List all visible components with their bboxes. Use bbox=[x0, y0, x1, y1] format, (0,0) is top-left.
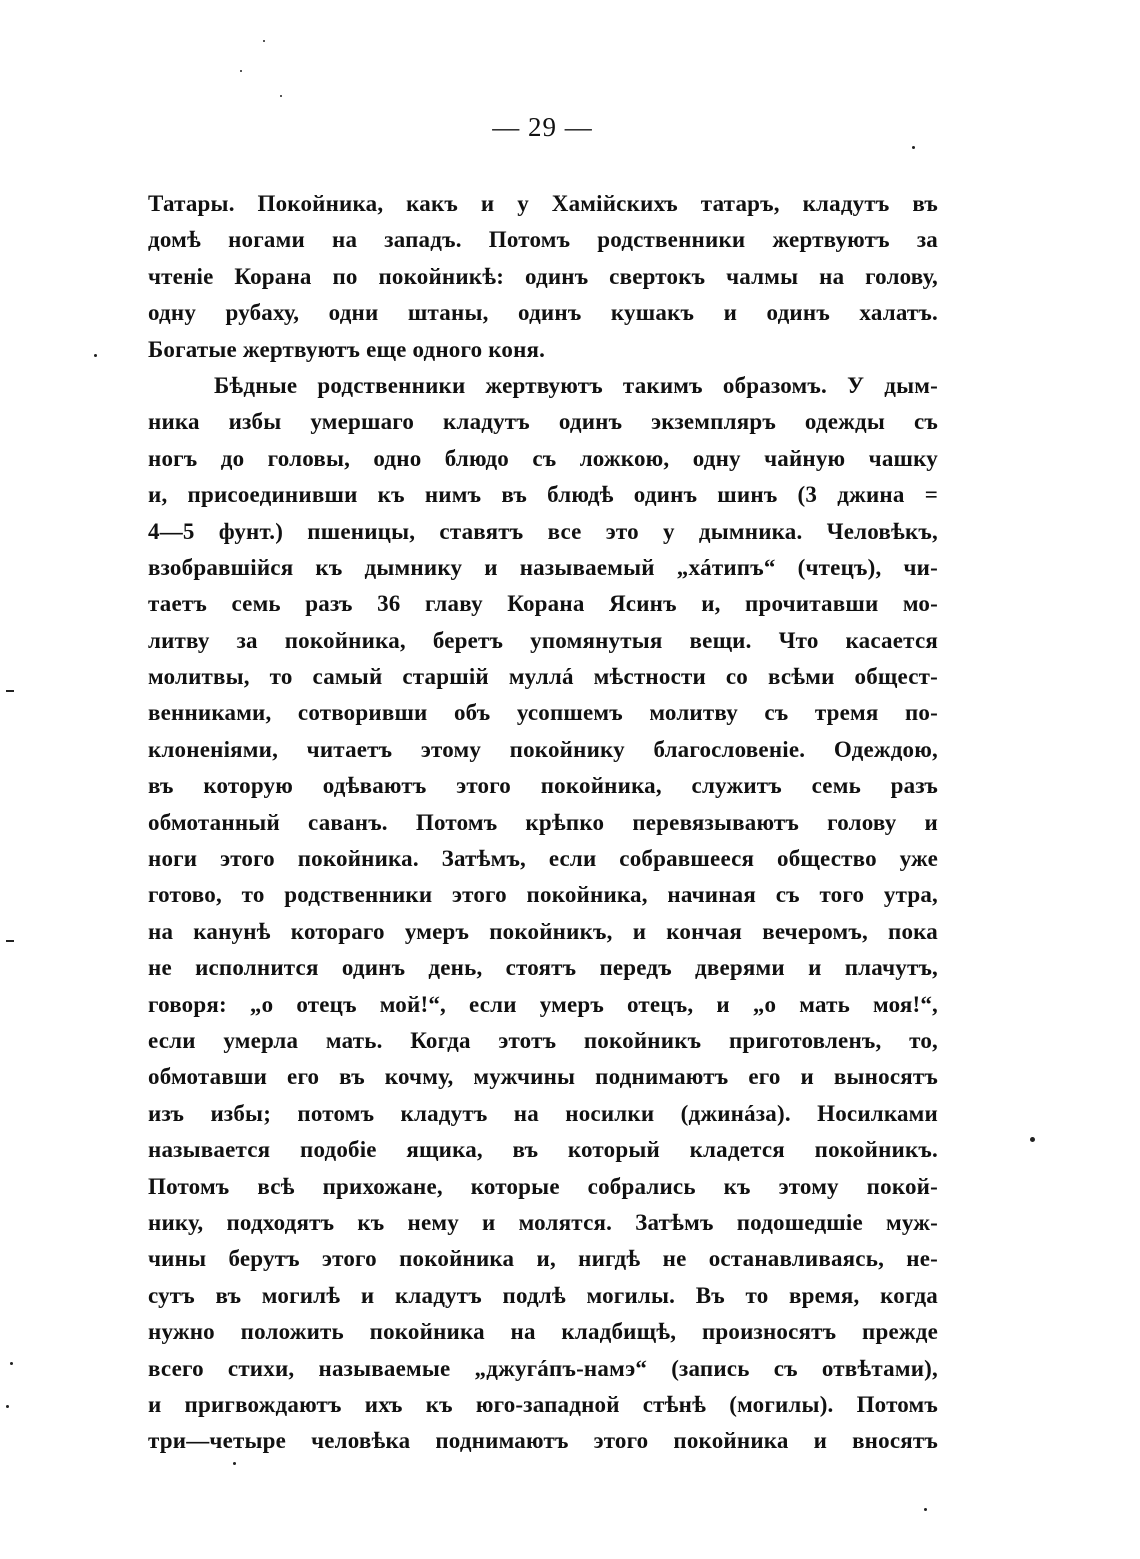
text-line: чины берутъ этого покойника и, нигдѣ не останавливаясь, не- bbox=[148, 1246, 938, 1272]
scan-speck bbox=[240, 70, 242, 72]
text-line: не исполнится одинъ день, стоятъ передъ дверями и плачутъ, bbox=[148, 955, 938, 981]
text-line: клоненіями, читаетъ этому покойнику благословеніе. Одеждою, bbox=[148, 736, 938, 762]
text-line: одну рубаху, одни штаны, одинъ кушакъ и одинъ халатъ. bbox=[148, 300, 938, 326]
scan-speck bbox=[6, 690, 14, 692]
scan-speck bbox=[233, 1462, 236, 1465]
text-line: изъ избы; потомъ кладутъ на носилки (джинáза). Носилками bbox=[148, 1100, 938, 1126]
scan-speck bbox=[280, 95, 282, 97]
text-line: молитвы, то самый старшій муллá мѣстности со всѣми общест- bbox=[148, 664, 938, 690]
scan-speck bbox=[912, 146, 915, 149]
text-line: домѣ ногами на западъ. Потомъ родственники жертвуютъ за bbox=[148, 227, 938, 253]
scan-speck bbox=[1030, 1137, 1035, 1142]
text-line: нужно положить покойника на кладбищѣ, произносятъ прежде bbox=[148, 1319, 938, 1345]
text-line: если умерла мать. Когда этотъ покойникъ приготовленъ, то, bbox=[148, 1027, 938, 1053]
text-line: обмотанный саванъ. Потомъ крѣпко перевязываютъ голову и bbox=[148, 809, 938, 835]
text-line: три—четыре человѣка поднимаютъ этого покойника и вносятъ bbox=[148, 1428, 938, 1454]
text-line: обмотавши его въ кочму, мужчины поднимаютъ его и выносятъ bbox=[148, 1064, 938, 1090]
text-line: готово, то родственники этого покойника, начиная съ того утра, bbox=[148, 882, 938, 908]
text-line: Потомъ всѣ прихожане, которые собрались къ этому покой- bbox=[148, 1173, 938, 1199]
text-line: называется подобіе ящика, въ который кладется покойникъ. bbox=[148, 1137, 938, 1163]
text-line: венниками, сотворивши объ усопшемъ молитву съ тремя по- bbox=[148, 700, 938, 726]
text-line: и, присоединивши къ нимъ въ блюдѣ одинъ шинъ (3 джина = bbox=[148, 482, 938, 508]
scan-speck bbox=[6, 940, 14, 942]
text-line: въ которую одѣваютъ этого покойника, служитъ семь разъ bbox=[148, 773, 938, 799]
text-line: таетъ семь разъ 36 главу Корана Ясинъ и, прочитавши мо- bbox=[148, 591, 938, 617]
page-number: — 29 — bbox=[492, 112, 593, 142]
text-line: Бѣдные родственники жертвуютъ такимъ образомъ. У дым- bbox=[214, 372, 938, 398]
text-line: говоря: „о отецъ мой!“, если умеръ отецъ, и „о мать моя!“, bbox=[148, 991, 938, 1017]
text-line: ноги этого покойника. Затѣмъ, если собравшееся общество уже bbox=[148, 846, 938, 872]
scan-speck bbox=[10, 1362, 13, 1365]
scan-speck bbox=[263, 40, 265, 42]
body-text bbox=[148, 186, 938, 1460]
text-line: литву за покойника, беретъ упомянутыя вещи. Что касается bbox=[148, 627, 938, 653]
text-line: Татары. Покойника, какъ и у Хамійскихъ татаръ, кладутъ въ bbox=[148, 191, 938, 216]
scan-speck bbox=[94, 354, 97, 357]
text-line: всего стихи, называемые „джугáпъ-намэ“ (запись съ отвѣтами), bbox=[148, 1355, 938, 1381]
text-line: и пригвождаютъ ихъ къ юго-западной стѣнѣ (могилы). Потомъ bbox=[148, 1391, 938, 1417]
text-line: на канунѣ котораго умеръ покойникъ, и кончая вечеромъ, пока bbox=[148, 918, 938, 944]
text-line: чтеніе Корана по покойникѣ: одинъ свертокъ чалмы на голову, bbox=[148, 263, 938, 289]
text-line: 4—5 фунт.) пшеницы, ставятъ все это у дымника. Человѣкъ, bbox=[148, 518, 938, 544]
text-line: сутъ въ могилѣ и кладутъ подлѣ могилы. Въ то время, когда bbox=[148, 1282, 938, 1308]
scan-speck bbox=[924, 1508, 927, 1511]
scan-speck bbox=[6, 1405, 9, 1408]
text-line: Богатые жертвуютъ еще одного коня. bbox=[148, 336, 546, 362]
text-line: нику, подходятъ къ нему и молятся. Затѣмъ подошедшіе муж- bbox=[148, 1209, 938, 1235]
text-line: ногъ до головы, одно блюдо съ ложкою, одну чайную чашку bbox=[148, 445, 938, 471]
text-line: взобравшійся къ дымнику и называемый „хáтипъ“ (чтецъ), чи- bbox=[148, 554, 938, 580]
text-line: ника избы умершаго кладутъ одинъ экземпляръ одежды съ bbox=[148, 409, 938, 435]
